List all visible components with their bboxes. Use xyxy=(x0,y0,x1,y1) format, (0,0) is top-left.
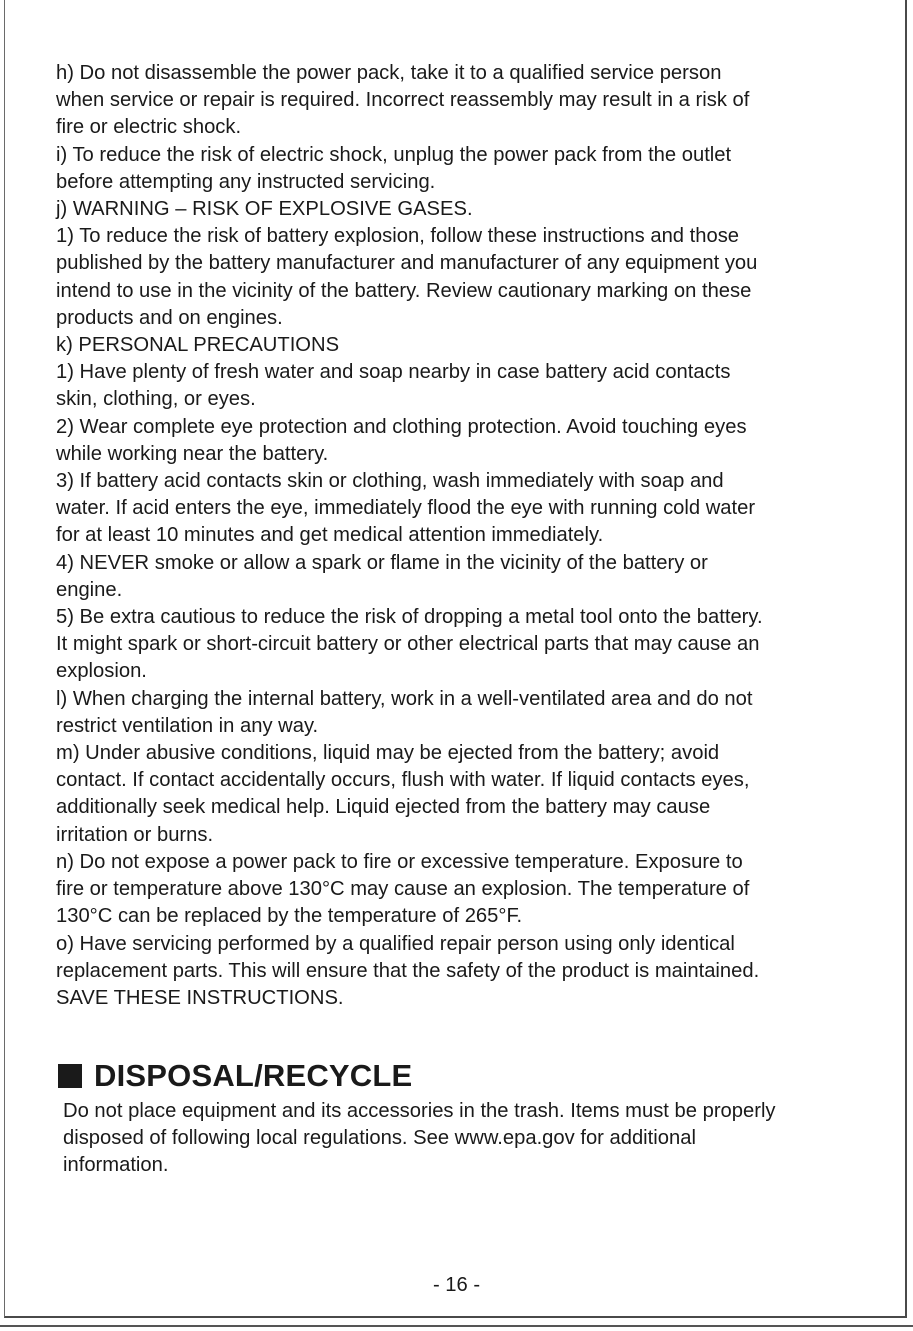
bottom-rule xyxy=(0,1325,913,1327)
disposal-body: Do not place equipment and its accessories in the trash. Items must be properly disposed of following local regulations. See www.epa.gov for additional information. xyxy=(63,1100,776,1177)
instruction-j-1: 1) To reduce the risk of battery explosion, follow these instructions and those published by the battery manufacturer and manufacturer of any equipment you intend to use in the vicinity of the battery. Review cautionary marking on these products and on engines. xyxy=(56,225,758,329)
instruction-j-warning: j) WARNING – RISK OF EXPLOSIVE GASES. xyxy=(56,198,473,221)
instruction-o: o) Have servicing performed by a qualified repair person using only identical replacement parts. This will ensure that the safety of the product is maintained. xyxy=(56,932,760,982)
instruction-k-3: 3) If battery acid contacts skin or clothing, wash immediately with soap and water. If acid enters the eye, immediately flood the eye with running cold water for at least 10 minutes and get medical attention immediately. xyxy=(56,470,756,547)
instruction-l: l) When charging the internal battery, work in a well-ventilated area and do not restrict ventilation in any way. xyxy=(56,687,753,737)
instruction-k-5: 5) Be extra cautious to reduce the risk of dropping a metal tool onto the battery. It might spark or short-circuit battery or other electrical parts that may cause an explosion. xyxy=(56,606,763,683)
page-number: - 16 - xyxy=(432,1274,481,1296)
safety-instructions-list xyxy=(56,60,846,1012)
disposal-heading-text: DISPOSAL/RECYCLE xyxy=(94,1058,413,1093)
instruction-k-4: 4) NEVER smoke or allow a spark or flame in the vicinity of the battery or engine. xyxy=(56,551,708,601)
instruction-k-1: 1) Have plenty of fresh water and soap nearby in case battery acid contacts skin, clothing, or eyes. xyxy=(56,361,731,411)
instruction-i: i) To reduce the risk of electric shock, unplug the power pack from the outlet before attempting any instructed servicing. xyxy=(56,143,732,193)
instruction-m: m) Under abusive conditions, liquid may be ejected from the battery; avoid contact. If contact accidentally occurs, flush with water. If liquid contacts eyes, additionally seek medical help. Liquid ejected from the battery may cause irritation or burns. xyxy=(56,742,750,846)
instruction-n: n) Do not expose a power pack to fire or excessive temperature. Exposure to fire or temperature above 130°C may cause an explosion. The temperature of 130°C can be replaced by the temperature of 265°F. xyxy=(56,850,750,928)
black-square-icon xyxy=(58,1064,82,1088)
instruction-k-2: 2) Wear complete eye protection and clothing protection. Avoid touching eyes while working near the battery. xyxy=(56,415,747,465)
disposal-heading xyxy=(58,1057,412,1095)
save-instructions-note: SAVE THESE INSTRUCTIONS. xyxy=(56,986,344,1009)
instruction-h: h) Do not disassemble the power pack, take it to a qualified service person when service or repair is required. Incorrect reassembly may result in a risk of fire or electric shock. xyxy=(56,62,750,139)
instruction-k-heading: k) PERSONAL PRECAUTIONS xyxy=(56,334,340,357)
